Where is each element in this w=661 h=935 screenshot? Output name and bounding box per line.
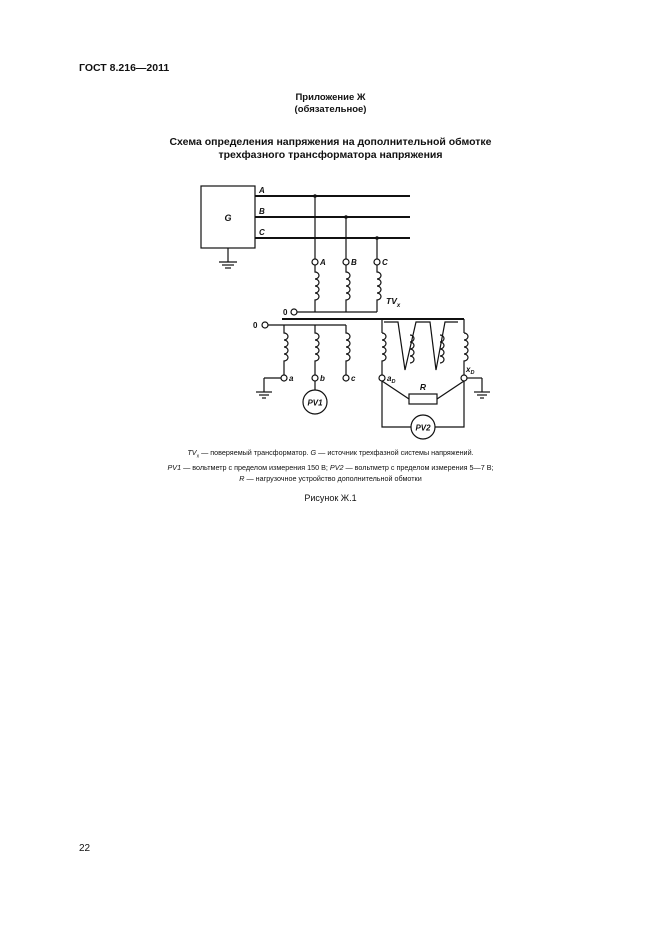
terminal-xD-sub: D bbox=[470, 370, 475, 376]
secondary-label-c: c bbox=[351, 374, 356, 383]
tv-label-sub: x bbox=[396, 303, 401, 309]
secondary-label-b: b bbox=[320, 374, 325, 383]
winding-C-coil bbox=[377, 265, 381, 312]
legend-tv-sub: x bbox=[196, 453, 200, 460]
legend-tv: TV bbox=[187, 448, 197, 457]
tv-label bbox=[386, 296, 401, 309]
secondary-neutral-label: 0 bbox=[253, 321, 258, 330]
bus-label-b: B bbox=[259, 207, 265, 216]
figure-title-line-1: Схема определения напряжения на дополнительной обмотке bbox=[169, 136, 492, 148]
tv-label-main: TV bbox=[386, 296, 397, 306]
terminal-aD-label bbox=[387, 374, 395, 385]
primary-windings bbox=[315, 265, 381, 312]
legend-pv1: PV1 bbox=[167, 463, 182, 473]
winding-b-coil bbox=[315, 325, 319, 375]
winding-c-coil bbox=[346, 325, 350, 375]
figure-title-line-2: трехфазного трансформатора напряжения bbox=[218, 149, 443, 161]
appendix-title: Приложение Ж bbox=[295, 92, 366, 103]
legend-line-1 bbox=[0, 447, 661, 462]
phase-buses bbox=[255, 196, 410, 238]
legend-tv-desc: — поверяемый трансформатор. bbox=[199, 448, 311, 457]
additional-ground-icon bbox=[467, 378, 490, 398]
terminal-aD-sub: D bbox=[391, 379, 396, 385]
winding-A-coil bbox=[315, 265, 319, 312]
terminal-B bbox=[343, 259, 349, 265]
winding-a-coil bbox=[284, 325, 288, 375]
bus-label-c: C bbox=[259, 228, 265, 237]
voltmeter-pv1-label: PV1 bbox=[307, 398, 323, 408]
legend-pv2-desc: — вольтметр с пределом измерения 5—7 В; bbox=[343, 463, 494, 473]
page-number: 22 bbox=[79, 843, 91, 854]
terminal-aD bbox=[379, 375, 385, 381]
legend-r-desc: — нагрузочное устройство дополнительной обмотки bbox=[244, 474, 422, 484]
terminal-xD bbox=[461, 375, 467, 381]
primary-neutral-label: 0 bbox=[283, 308, 288, 317]
terminal-C bbox=[374, 259, 380, 265]
bus-label-a: A bbox=[259, 186, 265, 195]
generator-label: G bbox=[224, 213, 232, 223]
terminal-c bbox=[343, 375, 349, 381]
legend-line-2 bbox=[0, 462, 661, 473]
primary-label-b: B bbox=[351, 258, 357, 267]
generator-ground-icon bbox=[219, 248, 237, 268]
terminal-xD-main: x bbox=[466, 365, 471, 374]
document-header: ГОСТ 8.216—2011 bbox=[79, 62, 170, 74]
legend-line-3 bbox=[0, 473, 661, 484]
primary-label-c: C bbox=[382, 258, 388, 267]
legend-g: G bbox=[310, 448, 317, 457]
terminal-xD-label bbox=[465, 365, 474, 376]
resistor-icon bbox=[409, 394, 437, 404]
legend-pv1-desc: — вольтметр с пределом измерения 150 В; bbox=[181, 463, 330, 473]
figure-legend bbox=[0, 447, 661, 484]
terminal-A bbox=[312, 259, 318, 265]
primary-neutral-terminal bbox=[291, 309, 297, 315]
terminal-aD-main: a bbox=[387, 374, 392, 383]
voltmeter-pv2-label: PV2 bbox=[415, 423, 431, 433]
figure-caption: Рисунок Ж.1 bbox=[304, 493, 357, 503]
appendix-status: (обязательное) bbox=[294, 104, 367, 115]
secondary-ground-icon bbox=[256, 378, 281, 398]
legend-r: R bbox=[239, 474, 245, 484]
terminal-b bbox=[312, 375, 318, 381]
resistor-label: R bbox=[419, 382, 427, 392]
additional-winding bbox=[382, 319, 468, 375]
terminal-a bbox=[281, 375, 287, 381]
legend-g-desc: — источник трехфазной системы напряжений. bbox=[316, 448, 474, 457]
winding-B-coil bbox=[346, 265, 350, 312]
legend-pv2: PV2 bbox=[329, 463, 344, 473]
secondary-neutral-terminal bbox=[262, 322, 268, 328]
primary-label-a: A bbox=[320, 258, 326, 267]
secondary-windings bbox=[284, 325, 350, 375]
secondary-label-a: a bbox=[289, 374, 294, 383]
